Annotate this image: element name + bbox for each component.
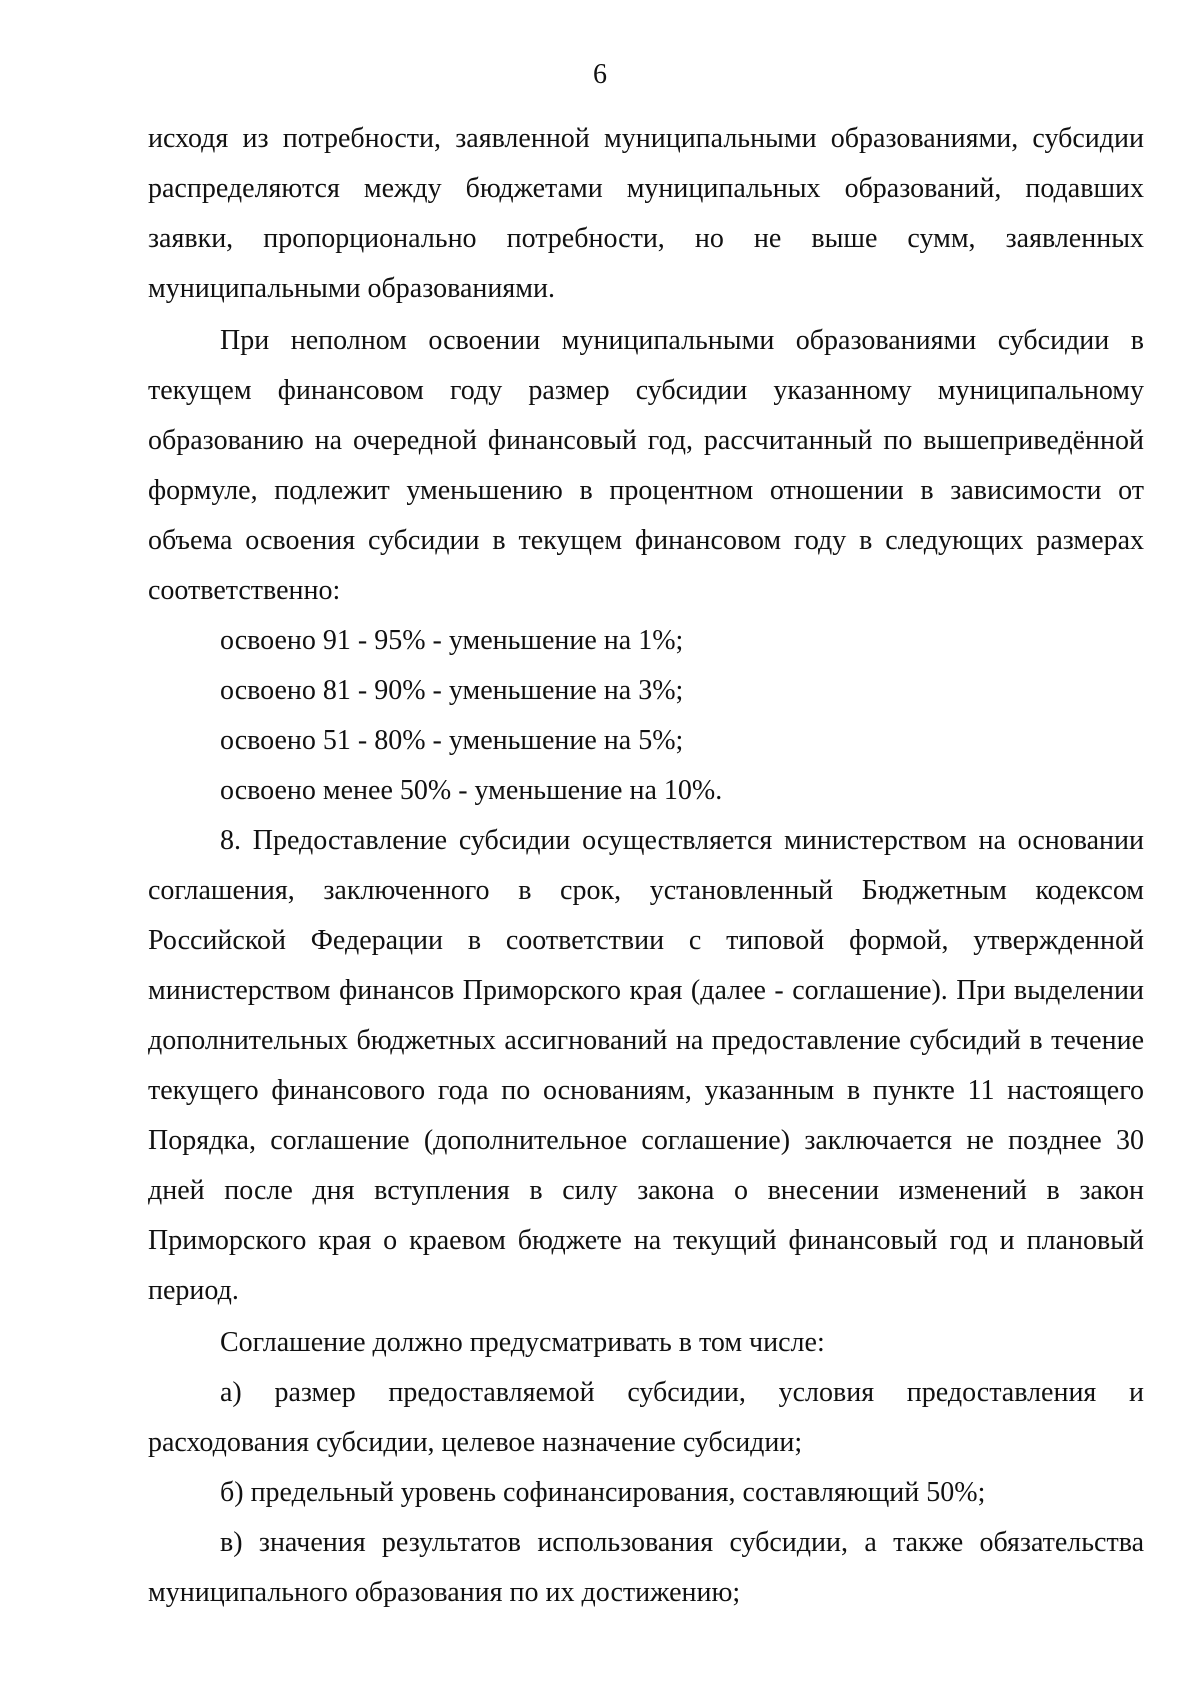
page-number: 6: [593, 59, 607, 90]
paragraph-distribution: исходя из потребности, заявленной муниципальными образованиями, субсидии распределяются между бюджетами муниципальных образований, подавших заявки, пропорционально потребности, но не выше сумм, заявленных муниципальными образованиями.: [148, 123, 1144, 304]
list-item-reduction-1: освоено 91 - 95% - уменьшение на 1%;: [220, 625, 684, 656]
paragraph-reduction-rule: При неполном освоении муниципальными образованиями субсидии в текущем финансовом году размер субсидии указанному муниципальному образованию на очередной финансовый год, рассчитанный по вышеприведённой формуле, подлежит уменьшению в процентном отношении в зависимости от объема освоения субсидии в текущем финансовом году в следующих размерах соответственно:: [148, 325, 1144, 606]
document-body: [148, 114, 1144, 1618]
list-item-reduction-10: освоено менее 50% - уменьшение на 10%.: [220, 775, 723, 806]
list-item-v: в) значения результатов использования субсидии, а также обязательства муниципального образования по их достижению;: [148, 1527, 1144, 1608]
list-item-b: б) предельный уровень софинансирования, составляющий 50%;: [220, 1477, 986, 1508]
list-item-a: а) размер предоставляемой субсидии, условия предоставления и расходования субсидии, целевое назначение субсидии;: [148, 1377, 1144, 1458]
list-item-reduction-3: освоено 81 - 90% - уменьшение на 3%;: [220, 675, 684, 706]
paragraph-agreement-intro: Соглашение должно предусматривать в том числе:: [220, 1327, 825, 1358]
list-item-reduction-5: освоено 51 - 80% - уменьшение на 5%;: [220, 725, 684, 756]
paragraph-section-8: 8. Предоставление субсидии осуществляется министерством на основании соглашения, заключенного в срок, установленный Бюджетным кодексом Российской Федерации в соответствии с типовой формой, утвержденной министерством финансов Приморского края (далее - соглашение). При выделении дополнительных бюджетных ассигнований на предоставление субсидий в течение текущего финансового года по основаниям, указанным в пункте 11 настоящего Порядка, соглашение (дополнительное соглашение) заключается не позднее 30 дней после дня вступления в силу закона о внесении изменений в закон Приморского края о краевом бюджете на текущий финансовый год и плановый период.: [148, 825, 1144, 1306]
